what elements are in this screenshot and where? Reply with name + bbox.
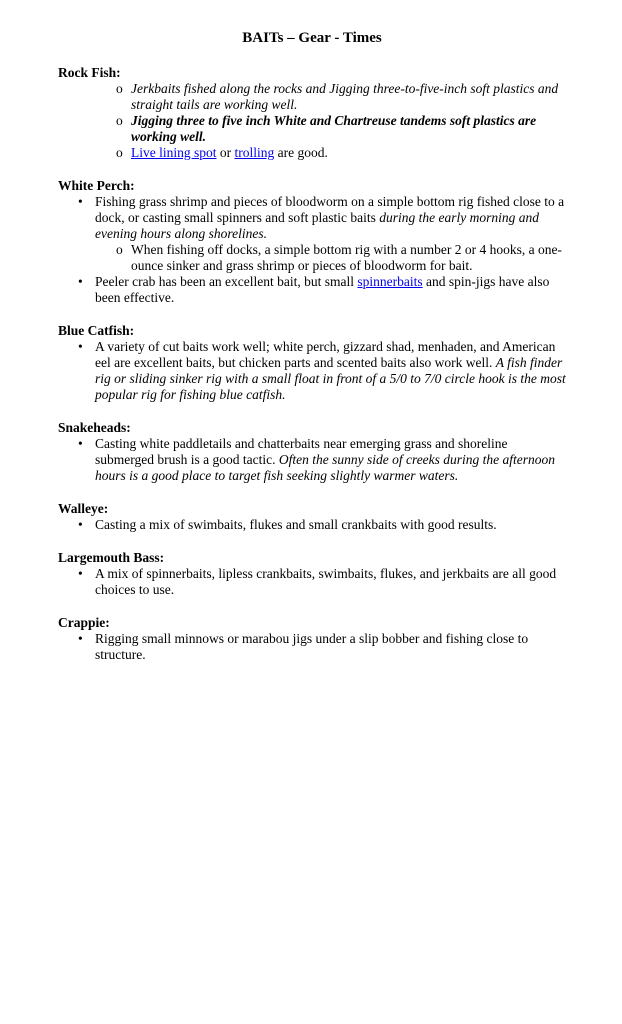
- list-item-text: [131, 81, 566, 113]
- list-item-text: [131, 145, 566, 161]
- bullet-disc-marker: •: [78, 274, 83, 289]
- section-heading: Crappie:: [58, 615, 110, 630]
- text-run: Fishing grass shrimp and pieces of bloodworm on a simple bottom rig fished close to a dock, or casting small spinners and soft plastic baits: [95, 194, 565, 225]
- section-heading: Walleye:: [58, 501, 109, 516]
- hyperlink[interactable]: Live lining spot: [131, 145, 217, 160]
- text-run: Casting a mix of swimbaits, flukes and small crankbaits with good results.: [95, 517, 497, 532]
- text-run: A variety of cut baits work well; white perch, gizzard shad, menhaden, and American eel are excellent baits, but chicken parts and scented baits also work well.: [95, 339, 556, 370]
- list-item-text: [95, 566, 566, 598]
- list-item: [58, 339, 566, 403]
- page-title: BAITs – Gear - Times: [242, 30, 382, 46]
- text-run: and spin-jigs have also been effective.: [95, 274, 550, 305]
- bullet-disc-marker: •: [78, 339, 83, 354]
- list-item-text: [95, 274, 566, 306]
- hyperlink[interactable]: trolling: [234, 145, 275, 160]
- text-run: Often the sunny side of creeks during the afternoon hours is a good place to target fish seeking slightly warmer waters.: [95, 452, 556, 483]
- list-item-text: [131, 242, 566, 274]
- document-body: [58, 65, 566, 663]
- list-item-text: [131, 113, 566, 145]
- text-run: Jerkbaits fished along the rocks and Jigging three-to-five-inch soft plastics and straight tails are working well.: [131, 81, 559, 112]
- list-item: [58, 242, 566, 274]
- list-item: [58, 194, 566, 242]
- fish-section: [58, 323, 566, 403]
- list-item-text: [95, 631, 566, 663]
- bullet-disc-marker: •: [78, 517, 83, 532]
- bullet-circle-marker: o: [116, 145, 123, 160]
- text-run: A mix of spinnerbaits, lipless crankbaits, swimbaits, flukes, and jerkbaits are all good choices to use.: [95, 566, 557, 597]
- text-run: during the early morning and evening hours along shorelines.: [95, 210, 539, 241]
- list-item: [58, 517, 566, 533]
- fish-section: [58, 550, 566, 598]
- text-run: A fish finder rig or sliding sinker rig with a small float in front of a 5/0 to 7/0 circle hook is the most popular rig for fishing blue catfish.: [95, 355, 566, 402]
- fish-section: [58, 420, 566, 484]
- text-run: Casting white paddletails and chatterbaits near emerging grass and shoreline submerged brush is a good tactic.: [95, 436, 508, 467]
- list-item-text: [95, 339, 566, 403]
- list-item: [58, 566, 566, 598]
- list-item: [58, 436, 566, 484]
- fish-section: [58, 501, 566, 533]
- list-item-text: [95, 517, 566, 533]
- list-item: [58, 274, 566, 306]
- section-heading: Blue Catfish:: [58, 323, 135, 338]
- section-heading: Largemouth Bass:: [58, 550, 165, 565]
- bullet-disc-marker: •: [78, 194, 83, 209]
- bullet-disc-marker: •: [78, 566, 83, 581]
- text-run: Jigging three to five inch White and Chartreuse tandems soft plastics are working well.: [131, 113, 537, 144]
- list-item: [58, 113, 566, 145]
- bullet-circle-marker: o: [116, 81, 123, 96]
- bullet-disc-marker: •: [78, 436, 83, 451]
- bullet-disc-marker: •: [78, 631, 83, 646]
- list-item: [58, 145, 566, 161]
- bullet-circle-marker: o: [116, 113, 123, 128]
- section-heading: Snakeheads:: [58, 420, 131, 435]
- bullet-circle-marker: o: [116, 242, 123, 257]
- list-item-text: [95, 436, 566, 484]
- text-run: or: [216, 145, 235, 160]
- hyperlink[interactable]: spinnerbaits: [357, 274, 423, 289]
- list-item: [58, 631, 566, 663]
- fish-section: [58, 615, 566, 663]
- list-item: [58, 81, 566, 113]
- section-heading: Rock Fish:: [58, 65, 121, 80]
- text-run: When fishing off docks, a simple bottom rig with a number 2 or 4 hooks, a one-ounce sinker and grass shrimp or pieces of bloodworm for bait.: [131, 242, 562, 273]
- fish-section: [58, 178, 566, 306]
- text-run: are good.: [274, 145, 328, 160]
- list-item-text: [95, 194, 566, 242]
- text-run: Peeler crab has been an excellent bait, but small: [95, 274, 358, 289]
- fish-section: [58, 65, 566, 161]
- text-run: Rigging small minnows or marabou jigs under a slip bobber and fishing close to structure.: [95, 631, 529, 662]
- section-heading: White Perch:: [58, 178, 135, 193]
